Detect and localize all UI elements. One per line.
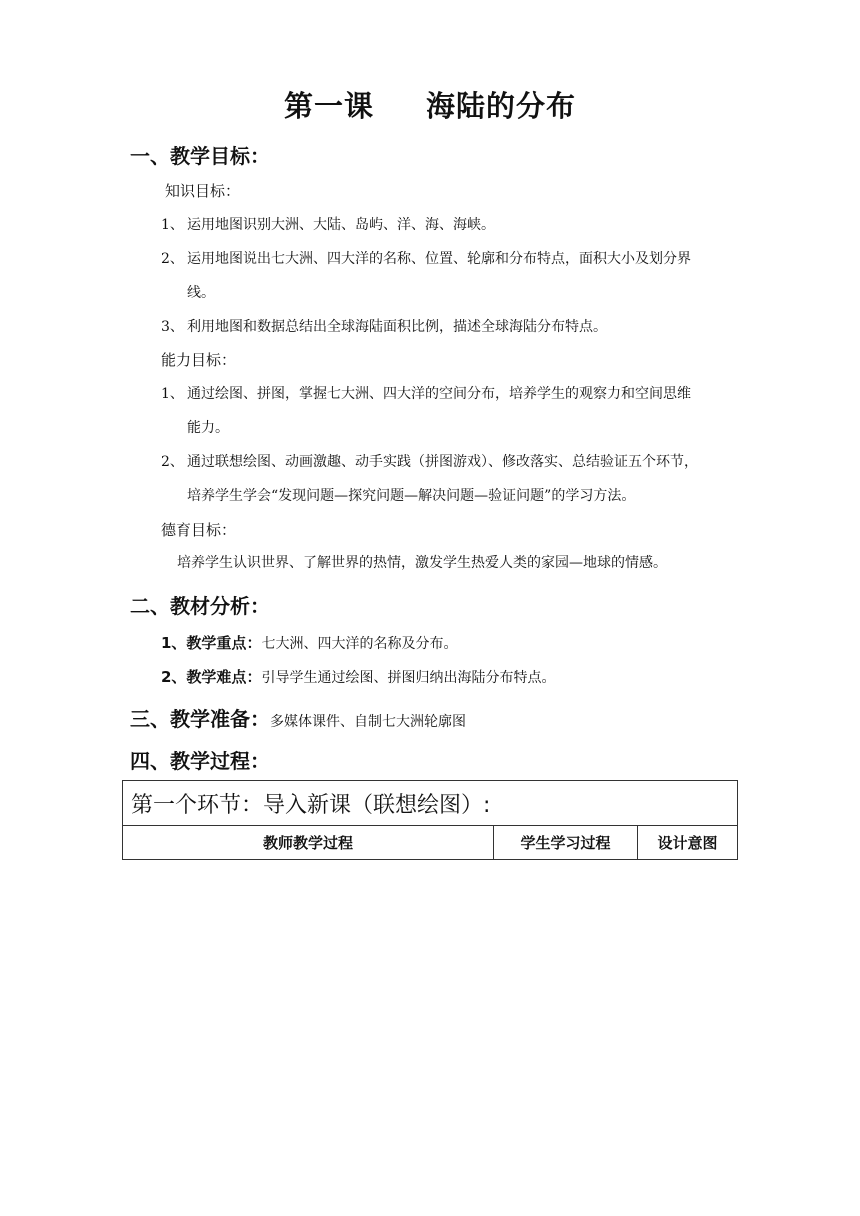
moral-objectives-label: 德育目标： <box>161 521 237 539</box>
document-title <box>0 84 860 125</box>
teaching-process-table <box>122 780 738 860</box>
teaching-difficulty-label: 2、教学难点： <box>161 668 262 686</box>
column-header-student: 学生学习过程 <box>494 826 638 860</box>
knowledge-item-3: 3、 利用地图和数据总结出全球海陆面积比例，描述全球海陆分布特点。 <box>161 319 607 335</box>
section-heading-preparation: 三、教学准备：多媒体课件、自制七大洲轮廓图 <box>130 707 466 731</box>
ability-item-2-continued: 培养学生学会“发现问题—探究问题—解决问题—验证问题”的学习方法。 <box>187 488 636 504</box>
ability-objectives-label: 能力目标： <box>161 351 237 369</box>
section-heading-process: 四、教学过程： <box>130 749 270 773</box>
knowledge-item-1: 1、 运用地图识别大洲、大陆、岛屿、洋、海、海峡。 <box>161 217 495 233</box>
teaching-difficulty <box>161 666 555 687</box>
preparation-text: 多媒体课件、自制七大洲轮廓图 <box>270 714 466 730</box>
stage-title-cell: 第一个环节：导入新课（联想绘图）: <box>123 781 738 826</box>
moral-objectives-text: 培养学生认识世界、了解世界的热情，激发学生热爱人类的家园—地球的情感。 <box>177 555 667 571</box>
knowledge-objectives-label: 知识目标： <box>165 182 241 200</box>
lesson-number: 第一课 <box>283 89 374 123</box>
column-header-design-intent: 设计意图 <box>638 826 738 860</box>
section-heading-analysis: 二、教材分析： <box>130 594 270 618</box>
teaching-key-point <box>161 632 457 653</box>
column-header-teacher: 教师教学过程 <box>123 826 494 860</box>
knowledge-item-2: 2、 运用地图说出七大洲、四大洋的名称、位置、轮廓和分布特点，面积大小及划分界 <box>161 251 691 267</box>
ability-item-2: 2、 通过联想绘图、动画激趣、动手实践（拼图游戏）、修改落实、总结验证五个环节， <box>161 454 698 470</box>
teaching-difficulty-text: 引导学生通过绘图、拼图归纳出海陆分布特点。 <box>261 670 556 686</box>
ability-item-1-continued: 能力。 <box>187 420 229 436</box>
teaching-key-point-label: 1、教学重点： <box>161 634 262 652</box>
lesson-topic: 海陆的分布 <box>426 89 577 123</box>
teaching-key-point-text: 七大洲、四大洋的名称及分布。 <box>261 636 458 652</box>
ability-item-1: 1、 通过绘图、拼图，掌握七大洲、四大洋的空间分布，培养学生的观察力和空间思维 <box>161 386 691 402</box>
knowledge-item-2-continued: 线。 <box>187 285 215 301</box>
section-heading-objectives: 一、教学目标： <box>130 144 270 168</box>
